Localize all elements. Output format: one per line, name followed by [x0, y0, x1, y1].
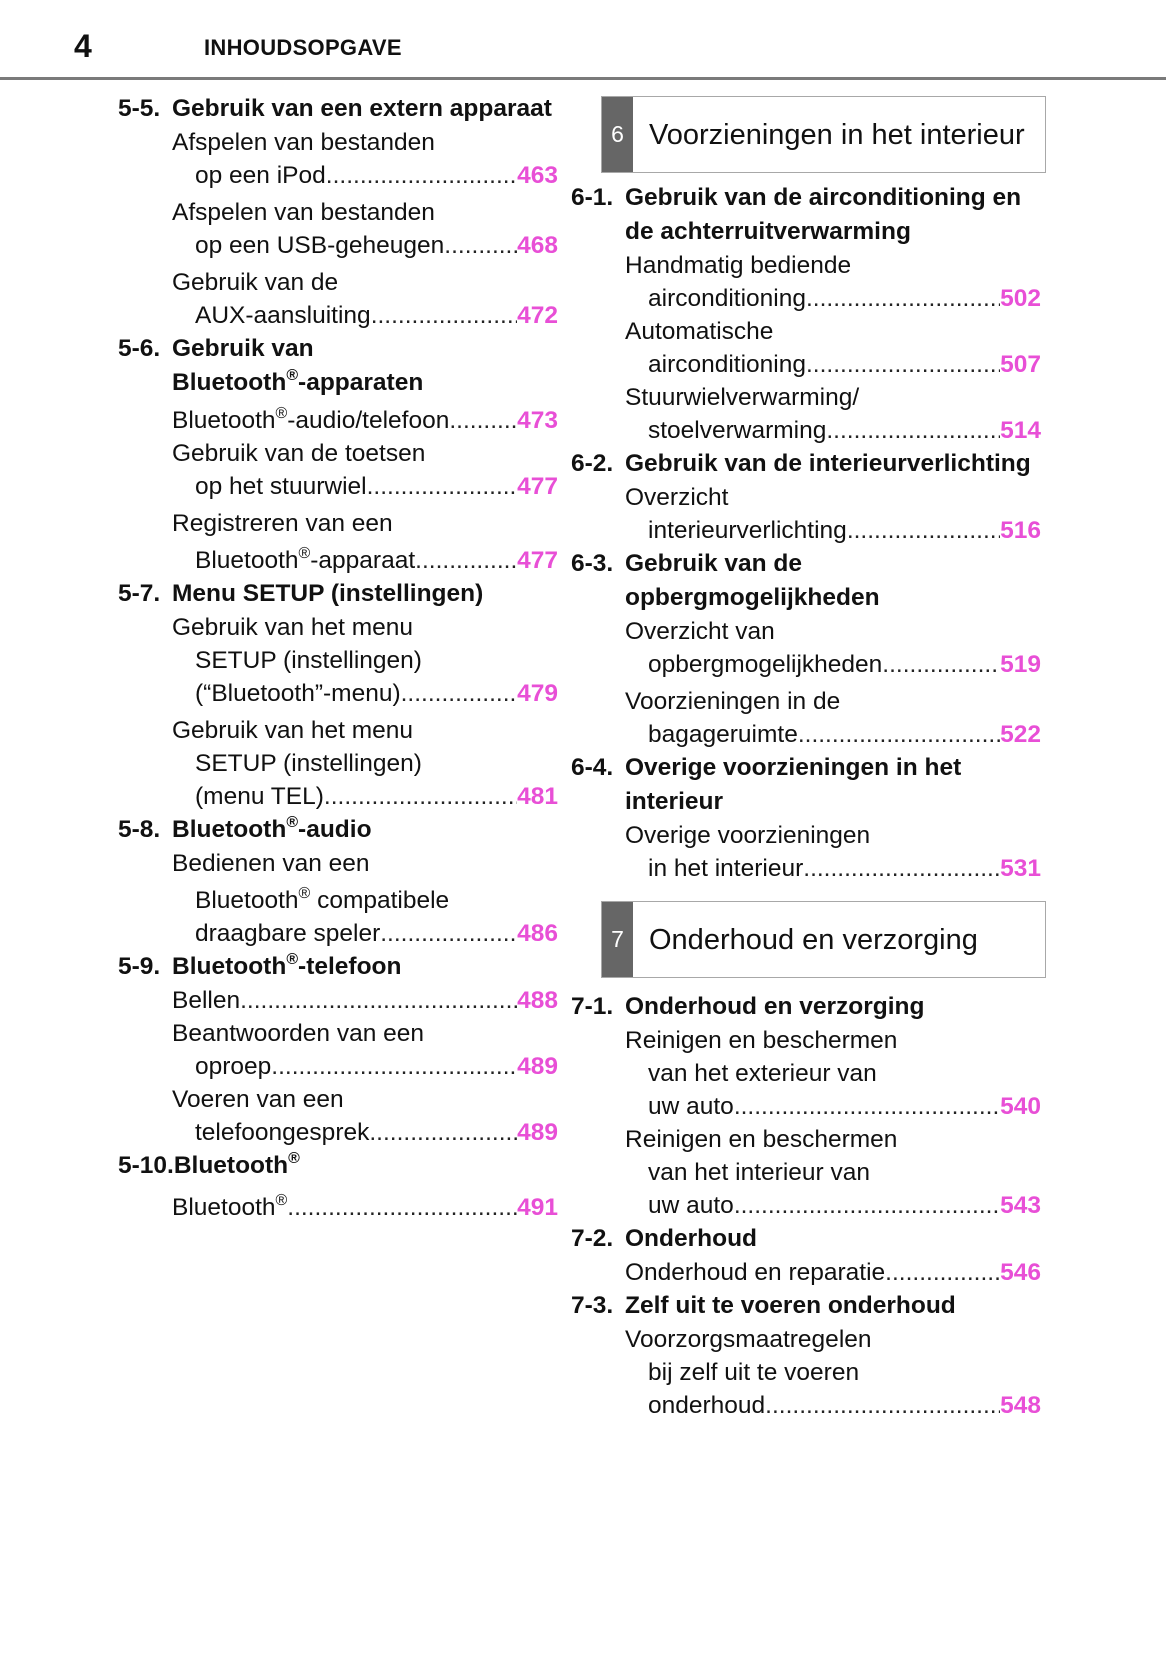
dot-leader	[367, 470, 518, 503]
section-number: 7-2.	[571, 1225, 614, 1252]
dot-leader	[798, 718, 1000, 751]
entry-text: Gebruik van de toetsen	[172, 440, 426, 467]
entry-text: interieurverlichting	[648, 517, 847, 544]
toc-entry[interactable]	[172, 404, 558, 437]
section-number: 6-3.	[571, 550, 614, 577]
entry-text: Registreren van een	[172, 510, 393, 537]
section-number: 5-9.	[118, 953, 161, 980]
toc-entry[interactable]	[625, 481, 1041, 547]
toc-entry[interactable]	[625, 1256, 1041, 1289]
page-number: 4	[74, 28, 92, 64]
entry-text: Bluetooth® compatibele	[195, 885, 450, 914]
entry-text: stoelverwarming	[648, 417, 827, 444]
entry-text: Voorzorgsmaatregelen	[625, 1326, 872, 1353]
section-number: 5-6.	[118, 335, 161, 362]
entry-text: opbergmogelijkheden	[648, 651, 883, 678]
entry-text: Bluetooth®-apparaat	[195, 545, 416, 574]
section-title: Overige voorzieningen in het interieur	[625, 754, 962, 815]
chapter-title: Voorzieningen in het interieur	[649, 118, 1025, 151]
entry-text: Afspelen van bestanden	[172, 199, 435, 226]
page-link[interactable]: 507	[1000, 351, 1041, 378]
entry-text: Handmatig bediende	[625, 252, 852, 279]
page-link[interactable]: 519	[1000, 651, 1041, 678]
entry-text: AUX-aansluiting	[195, 302, 371, 329]
toc-section-5-9	[118, 950, 558, 984]
page-link[interactable]: 546	[1000, 1259, 1041, 1286]
toc-section-5-7	[118, 577, 558, 611]
section-title: Gebruik van Bluetooth®-apparaten	[172, 335, 424, 396]
entry-text: Reinigen en beschermen	[625, 1126, 898, 1153]
entry-text: op het stuurwiel	[195, 473, 367, 500]
dot-leader	[806, 282, 1000, 315]
entry-text: bagageruimte	[648, 721, 798, 748]
entry-text: op een USB-geheugen	[195, 232, 445, 259]
dot-leader	[806, 348, 1000, 381]
page-link[interactable]: 514	[1000, 417, 1041, 444]
section-number: 6-1.	[571, 184, 614, 211]
entry-text: (“Bluetooth”-menu)	[195, 680, 401, 707]
dot-leader	[401, 677, 518, 710]
registered-mark: ®	[286, 367, 299, 385]
dot-leader	[449, 404, 517, 437]
page-link[interactable]: 468	[517, 232, 558, 259]
entry-text: Voorzieningen in de	[625, 688, 841, 715]
dot-leader	[803, 852, 1000, 885]
toc-entry[interactable]	[172, 507, 558, 577]
entry-text: Overzicht van	[625, 618, 775, 645]
entry-text: van het exterieur van	[648, 1060, 877, 1087]
chapter-title: Onderhoud en verzorging	[649, 923, 978, 956]
toc-section-6-4	[571, 751, 1041, 819]
toc-entry[interactable]	[172, 196, 558, 262]
page-link[interactable]: 463	[517, 162, 558, 189]
section-number: 5-7.	[118, 580, 161, 607]
page-link[interactable]: 531	[1000, 855, 1041, 882]
page-header-title: INHOUDSOPGAVE	[204, 35, 402, 60]
toc-entry[interactable]	[625, 315, 1041, 381]
toc-entry[interactable]	[172, 611, 558, 710]
section-number: 6-4.	[571, 754, 614, 781]
toc-entry[interactable]	[172, 126, 558, 192]
toc-entry[interactable]	[625, 819, 1041, 885]
dot-leader	[240, 984, 517, 1017]
page-link[interactable]: 540	[1000, 1093, 1041, 1120]
toc-entry[interactable]	[625, 1024, 1041, 1123]
entry-text: Reinigen en beschermen	[625, 1027, 898, 1054]
toc-entry[interactable]	[172, 1191, 558, 1224]
page-link[interactable]: 548	[1000, 1392, 1041, 1419]
section-title: Onderhoud	[625, 1225, 758, 1252]
entry-text: airconditioning	[648, 285, 806, 312]
page-link[interactable]: 516	[1000, 517, 1041, 544]
page-link[interactable]: 488	[517, 987, 558, 1014]
dot-leader	[734, 1189, 1000, 1222]
toc-section-5-6	[118, 332, 558, 400]
entry-text: in het interieur	[648, 855, 804, 882]
toc-section-6-1	[571, 181, 1041, 249]
toc-section-7-3	[571, 1289, 1041, 1323]
section-title: Onderhoud en verzorging	[625, 993, 925, 1020]
chapter-heading-7[interactable]	[601, 901, 1046, 978]
entry-text: SETUP (instellingen)	[195, 647, 422, 674]
dot-leader	[326, 159, 517, 192]
entry-text: uw auto	[648, 1192, 734, 1219]
toc-section-6-3	[571, 547, 1041, 615]
toc-entry[interactable]	[625, 249, 1041, 315]
toc-section-7-2	[571, 1222, 1041, 1256]
dot-leader	[271, 1050, 517, 1083]
entry-text: uw auto	[648, 1093, 734, 1120]
toc-entry[interactable]	[172, 437, 558, 503]
section-number: 5-8.	[118, 816, 161, 843]
entry-text: op een iPod	[195, 162, 326, 189]
toc-entry[interactable]	[172, 714, 558, 813]
entry-text: bij zelf uit te voeren	[648, 1359, 860, 1386]
page-link[interactable]: 486	[517, 920, 558, 947]
entry-text: Gebruik van het menu	[172, 717, 414, 744]
section-title: Bluetooth®-audio	[172, 814, 372, 843]
toc-entry[interactable]	[172, 1083, 558, 1149]
dot-leader	[287, 1191, 517, 1224]
entry-text: airconditioning	[648, 351, 806, 378]
page-link[interactable]: 543	[1000, 1192, 1041, 1219]
page-link[interactable]: 491	[517, 1194, 558, 1221]
entry-text: Overzicht	[625, 484, 729, 511]
toc-section-5-10	[118, 1149, 558, 1183]
page-link[interactable]: 481	[517, 783, 558, 810]
section-number: 6-2.	[571, 450, 614, 477]
page-link[interactable]: 522	[1000, 721, 1041, 748]
entry-text: telefoongesprek	[195, 1119, 370, 1146]
toc-entry[interactable]	[172, 847, 558, 950]
entry-text: Afspelen van bestanden	[172, 129, 435, 156]
page-link[interactable]: 489	[517, 1053, 558, 1080]
entry-text: Overige voorzieningen	[625, 822, 871, 849]
section-number: 5-5.	[118, 95, 161, 122]
page-link[interactable]: 473	[517, 407, 558, 434]
entry-text: Gebruik van het menu	[172, 614, 414, 641]
chapter-tab-number: 7	[602, 902, 633, 977]
toc-column-left	[118, 92, 558, 1224]
entry-text: SETUP (instellingen)	[195, 750, 422, 777]
toc-entry[interactable]	[625, 381, 1041, 447]
dot-leader	[371, 299, 517, 332]
toc-entry[interactable]	[625, 1123, 1041, 1222]
dot-leader	[369, 1116, 517, 1149]
page-link[interactable]: 489	[517, 1119, 558, 1146]
section-title: Gebruik van de opbergmogelijkheden	[625, 550, 880, 611]
dot-leader	[882, 648, 1000, 681]
entry-text: draagbare speler	[195, 920, 381, 947]
toc-entry[interactable]	[172, 1017, 558, 1083]
page-link[interactable]: 502	[1000, 285, 1041, 312]
toc-entry[interactable]	[172, 984, 558, 1017]
dot-leader	[765, 1389, 1000, 1422]
section-number: 7-3.	[571, 1292, 614, 1319]
dot-leader	[885, 1256, 1000, 1289]
section-title: Zelf uit te voeren onderhoud	[625, 1292, 956, 1319]
dot-leader	[444, 229, 517, 262]
entry-text: Bedienen van een	[172, 850, 370, 877]
entry-text: van het interieur van	[648, 1159, 870, 1186]
toc-entry[interactable]	[625, 1323, 1041, 1422]
toc-section-7-1	[571, 990, 1041, 1024]
section-title: Gebruik van de interieurverlichting	[625, 450, 1031, 477]
page-link[interactable]: 472	[517, 302, 558, 329]
entry-text: Automatische	[625, 318, 774, 345]
entry-text: Gebruik van de	[172, 269, 339, 296]
toc-section-5-5	[118, 92, 558, 126]
toc-entry[interactable]	[625, 615, 1041, 681]
entry-text: Bluetooth®-audio/telefoon	[172, 405, 450, 434]
entry-text: Beantwoorden van een	[172, 1020, 424, 1047]
dot-leader	[415, 544, 517, 577]
section-title: Gebruik van de airconditioning en de achterruitverwarming	[625, 184, 1022, 245]
page-link[interactable]: 477	[517, 547, 558, 574]
dot-leader	[826, 414, 1000, 447]
toc-section-6-2	[571, 447, 1041, 481]
entry-text: Bluetooth®	[172, 1192, 288, 1221]
toc-entry[interactable]	[625, 685, 1041, 751]
entry-text: Stuurwielverwarming/	[625, 384, 860, 411]
section-title: Gebruik van een extern apparaat	[172, 95, 552, 122]
section-title: Bluetooth®-telefoon	[172, 951, 402, 980]
dot-leader	[380, 917, 517, 950]
dot-leader	[847, 514, 1000, 547]
toc-entry[interactable]	[172, 266, 558, 332]
section-number: 5-10.	[118, 1152, 174, 1179]
toc-column-right	[571, 92, 1041, 1422]
entry-text: (menu TEL)	[195, 783, 324, 810]
chapter-heading-6[interactable]	[601, 96, 1046, 173]
dot-leader	[734, 1090, 1000, 1123]
section-title: 5-10.Bluetooth®	[118, 1150, 300, 1179]
entry-text: oproep	[195, 1053, 272, 1080]
section-number: 7-1.	[571, 993, 614, 1020]
header-rule	[0, 77, 1166, 80]
entry-text: Onderhoud en reparatie	[625, 1259, 886, 1286]
page-link[interactable]: 479	[517, 680, 558, 707]
entry-text: Voeren van een	[172, 1086, 344, 1113]
section-title: Menu SETUP (instellingen)	[172, 580, 484, 607]
toc-section-5-8	[118, 813, 558, 847]
entry-text: Bellen	[172, 987, 241, 1014]
entry-text: onderhoud	[648, 1392, 766, 1419]
chapter-tab-number: 6	[602, 97, 633, 172]
page-link[interactable]: 477	[517, 473, 558, 500]
dot-leader	[324, 780, 517, 813]
